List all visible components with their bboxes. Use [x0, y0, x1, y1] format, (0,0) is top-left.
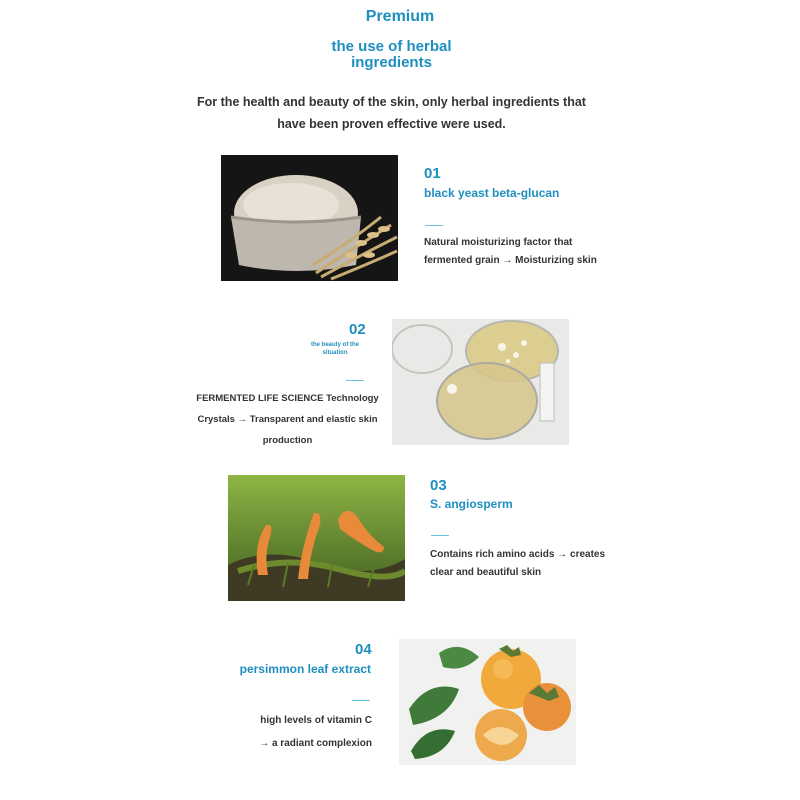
item-number-01: 01	[424, 165, 441, 182]
intro-line-1: For the health and beauty of the skin, only herbal ingredients that	[197, 95, 586, 109]
item-number-03: 03	[430, 477, 447, 494]
item-desc-04	[200, 709, 372, 755]
intro-line-2: have been proven effective were used.	[277, 117, 506, 131]
desc-line: high levels of vitamin C	[260, 715, 372, 726]
name-line: the beauty of the	[310, 342, 359, 348]
desc-line: production	[262, 435, 313, 446]
divider-02	[346, 380, 364, 381]
item-name-03: S. angiosperm	[430, 497, 513, 511]
page-title	[0, 39, 783, 71]
intro-text	[0, 91, 783, 135]
item-name-04: persimmon leaf extract	[239, 662, 371, 676]
item-number-04: 04	[355, 641, 372, 658]
desc-line: Contains rich amino acids → creates	[430, 549, 606, 560]
item-name-02	[300, 341, 370, 357]
premium-heading: Premium	[365, 8, 435, 25]
item-number-02: 02	[349, 321, 366, 338]
item-desc-03	[430, 546, 605, 582]
black-yeast-photo	[221, 155, 398, 281]
item-desc-02	[195, 388, 380, 451]
persimmon-photo	[399, 639, 576, 765]
divider-03	[431, 535, 449, 536]
desc-line: → a radiant complexion	[259, 738, 372, 749]
name-line: situation	[322, 350, 348, 356]
desc-line: clear and beautiful skin	[430, 567, 542, 578]
item-desc-01	[424, 234, 597, 270]
desc-line: Natural moisturizing factor that	[424, 237, 573, 248]
desc-line: Crystals → Transparent and elastic skin	[197, 414, 378, 425]
divider-01	[425, 225, 443, 226]
petri-dish-photo	[392, 319, 569, 445]
desc-line: fermented grain → Moisturizing skin	[424, 255, 597, 266]
cordyceps-photo	[228, 475, 405, 601]
title-line-2: ingredients	[351, 54, 432, 71]
item-name-01: black yeast beta-glucan	[424, 186, 560, 200]
title-line-1: the use of herbal	[331, 38, 452, 55]
divider-04	[352, 700, 370, 701]
desc-line: FERMENTED LIFE SCIENCE Technology	[196, 393, 379, 404]
